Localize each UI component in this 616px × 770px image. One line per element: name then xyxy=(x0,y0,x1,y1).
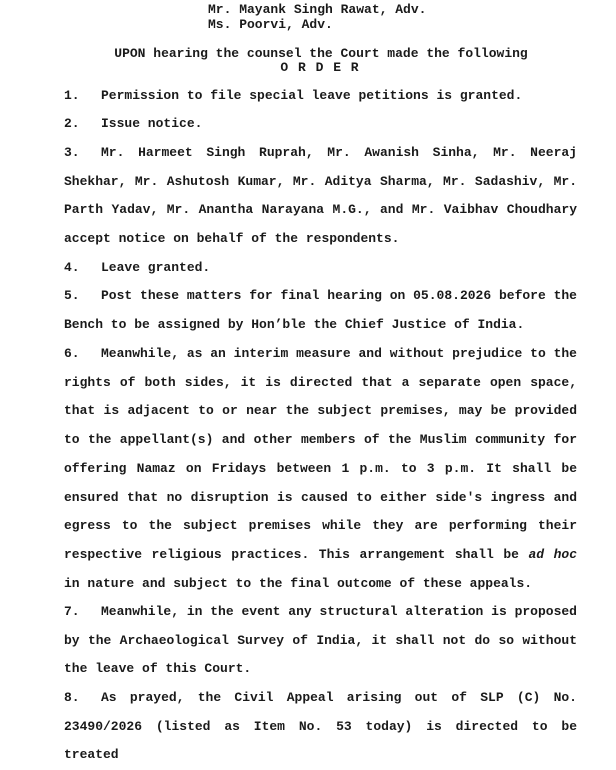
order-paragraph-8 xyxy=(64,684,577,770)
paragraph-number: 6. xyxy=(64,346,80,361)
paragraph-text-continued: in nature and subject to the final outcome of these appeals. xyxy=(64,575,533,591)
counsel-name-1: Mr. Mayank Singh Rawat, Adv. xyxy=(208,2,427,17)
paragraph-text: As prayed, the Civil Appeal arising out of SLP (C) No. 23490/2026 (listed as Item No. 53 today) is directed to be treated xyxy=(64,690,577,763)
paragraph-number: 7. xyxy=(64,604,80,619)
paragraph-number: 8. xyxy=(64,690,80,705)
paragraph-text: Meanwhile, as an interim measure and without prejudice to the rights of both sides, it is directed that a separate open space, that is adjacent to or near the subject premises, may be provided to the appellant(s) and other members of the Muslim community for offering Namaz on Fridays between 1 p.m. to 3 p.m. It shall be ensured that no disruption is caused to either side's ingress and egress to the subject premises while they are performing their respective religious practices. This arrangement shall be xyxy=(64,346,577,562)
paragraph-text: Post these matters for final hearing on 05.08.2026 before the Bench to be assigned by Hon’ble the Chief Justice of India. xyxy=(64,288,577,332)
order-paragraph-6 xyxy=(64,340,577,598)
order-paragraph-4 xyxy=(64,254,577,283)
paragraph-text: Issue notice. xyxy=(101,116,203,131)
paragraph-number: 5. xyxy=(64,288,80,303)
order-paragraph-7 xyxy=(64,598,577,684)
paragraph-number: 3. xyxy=(64,145,80,160)
order-paragraph-1 xyxy=(64,82,577,111)
paragraph-number: 4. xyxy=(64,260,80,275)
order-paragraph-5 xyxy=(64,282,577,339)
paragraph-text: Leave granted. xyxy=(101,260,211,275)
paragraph-number: 1. xyxy=(64,88,80,103)
upon-hearing-line: UPON hearing the counsel the Court made the following xyxy=(114,46,528,61)
paragraph-number: 2. xyxy=(64,116,80,131)
paragraph-text: Meanwhile, in the event any structural alteration is proposed by the Archaeological Survey of India, it shall not do so without the leave of this Court. xyxy=(64,604,577,677)
paragraph-text: Permission to file special leave petitions is granted. xyxy=(101,88,523,103)
order-paragraph-2 xyxy=(64,110,577,139)
counsel-name-2: Ms. Poorvi, Adv. xyxy=(208,17,333,32)
order-heading: O R D E R xyxy=(280,60,360,75)
paragraph-text: Mr. Harmeet Singh Ruprah, Mr. Awanish Sinha, Mr. Neeraj Shekhar, Mr. Ashutosh Kumar, Mr. Aditya Sharma, Mr. Sadashiv, Mr. Parth Yadav, Mr. Anantha Narayana M.G., and Mr. Vaibhav Choudhary accept notice on behalf of the respondents. xyxy=(64,145,577,247)
order-paragraph-3 xyxy=(64,139,577,254)
ad-hoc-italic: ad hoc xyxy=(528,546,577,562)
